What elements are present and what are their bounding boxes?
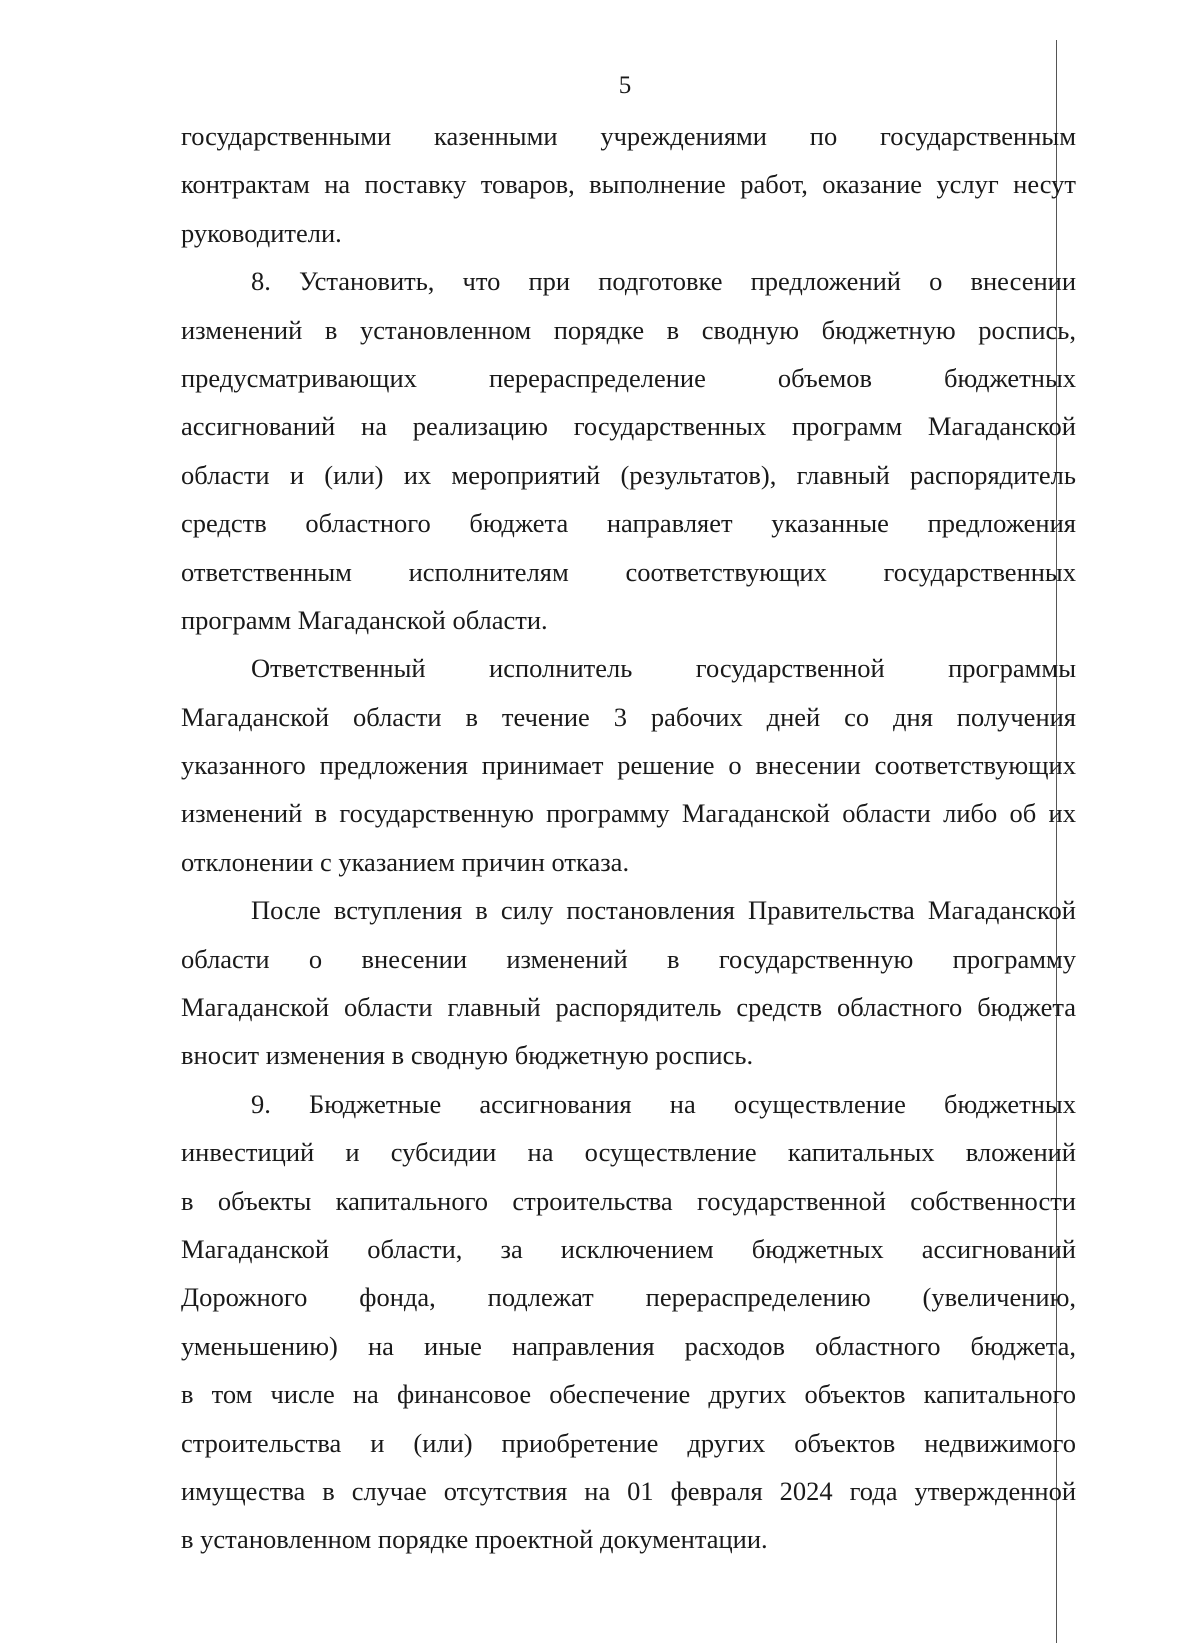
text-line: руководители. <box>181 217 342 248</box>
text-line: государственными казенными учреждениями по государственным <box>181 121 1076 151</box>
paragraph-item-9 <box>181 1080 1076 1564</box>
text-line: в установленном порядке проектной документации. <box>181 1524 768 1555</box>
text-line: контрактам на поставку товаров, выполнение работ, оказание услуг несут <box>181 169 1076 200</box>
text-line: отклонении с указанием причин отказа. <box>181 846 630 877</box>
paragraph-item-8 <box>181 257 1076 644</box>
text-line: Ответственный исполнитель государственной программы <box>251 653 1076 684</box>
paragraph-continuation <box>181 112 1076 257</box>
text-line: Магаданской области главный распорядитель средств областного бюджета <box>181 992 1076 1023</box>
text-line: ассигнований на реализацию государственных программ Магаданской <box>181 411 1076 442</box>
text-line: ответственным исполнителям соответствующих государственных <box>181 556 1076 587</box>
text-line: изменений в установленном порядке в сводную бюджетную роспись, <box>181 314 1076 345</box>
paragraph-responsible-executor <box>181 644 1076 886</box>
text-line: в объекты капитального строительства государственной собственности <box>181 1185 1076 1216</box>
paragraph-after-resolution <box>181 886 1076 1080</box>
page-number: 5 <box>618 72 632 99</box>
text-line: имущества в случае отсутствия на 01 февраля 2024 года утвержденной <box>181 1475 1076 1506</box>
text-line: предусматривающих перераспределение объемов бюджетных <box>181 362 1076 393</box>
text-line: вносит изменения в сводную бюджетную роспись. <box>181 1040 754 1071</box>
text-line: После вступления в силу постановления Правительства Магаданской <box>251 895 1076 926</box>
text-line: указанного предложения принимает решение о внесении соответствующих <box>181 750 1076 781</box>
text-line: области и (или) их мероприятий (результатов), главный распорядитель <box>181 459 1076 490</box>
text-line: изменений в государственную программу Магаданской области либо об их <box>181 798 1076 829</box>
text-line: программ Магаданской области. <box>181 604 548 635</box>
text-line: средств областного бюджета направляет указанные предложения <box>181 508 1076 539</box>
text-line: Дорожного фонда, подлежат перераспределению (увеличению, <box>181 1282 1076 1313</box>
text-line: Магаданской области в течение 3 рабочих дней со дня получения <box>181 701 1076 732</box>
text-line: 8. Установить, что при подготовке предложений о внесении <box>251 266 1076 297</box>
text-line: в том числе на финансовое обеспечение других объектов капитального <box>181 1379 1076 1410</box>
text-line: Магаданской области, за исключением бюджетных ассигнований <box>181 1233 1076 1264</box>
text-line: строительства и (или) приобретение других объектов недвижимого <box>181 1427 1076 1458</box>
text-line: области о внесении изменений в государственную программу <box>181 943 1076 974</box>
text-line: инвестиций и субсидии на осуществление капитальных вложений <box>181 1137 1076 1168</box>
text-line: 9. Бюджетные ассигнования на осуществление бюджетных <box>251 1088 1076 1119</box>
text-line: уменьшению) на иные направления расходов областного бюджета, <box>181 1330 1076 1361</box>
document-body <box>181 112 1076 1564</box>
